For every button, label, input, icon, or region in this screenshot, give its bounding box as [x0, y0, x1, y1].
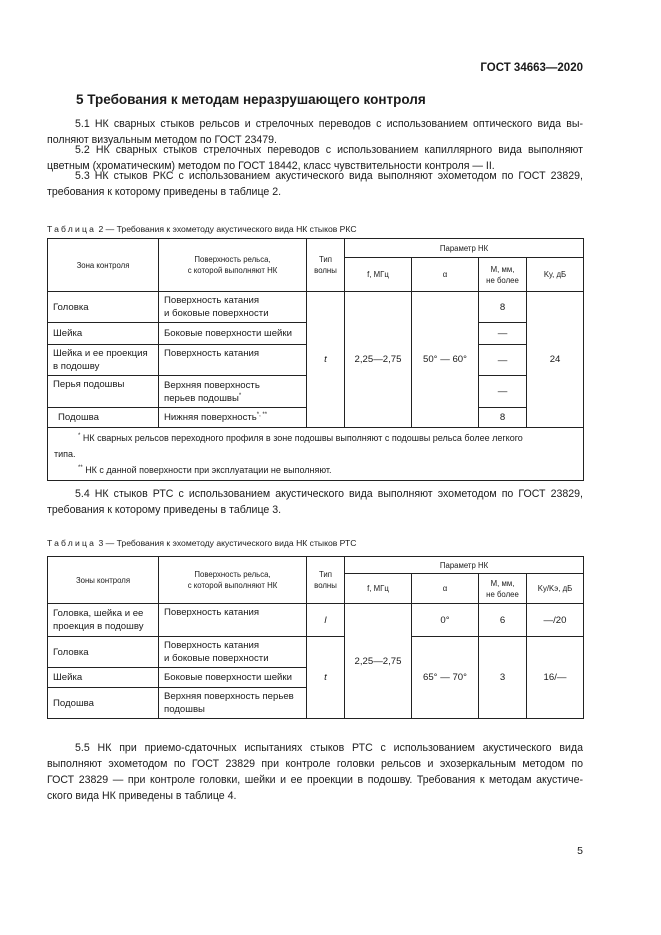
- cell-zone: Головка: [48, 637, 159, 668]
- cell-alpha: 65° — 70°: [412, 637, 479, 719]
- table-row: [48, 637, 584, 668]
- cell-frequency: 2,25—2,75: [345, 292, 412, 428]
- caption-label: Таблица: [47, 538, 97, 548]
- table-3-caption: [47, 538, 356, 548]
- table-2: [47, 238, 584, 481]
- header-surface: Поверхность рельса, с которой выполняют НК: [159, 557, 307, 604]
- header-alpha: α: [412, 258, 479, 292]
- table-footnotes: [48, 428, 584, 481]
- paragraph-line: 5.5 НК при приемо-сдаточных испытаниях стыков РТС с использованием акустического вида: [75, 742, 583, 754]
- cell-surface: Боковые поверхности шейки: [159, 323, 307, 345]
- cell-surface: Верхняя поверхность перьев подошвы*: [159, 376, 307, 408]
- paragraph-line: требования к которому приведены в таблице 2.: [47, 186, 282, 198]
- footnotes-cell: * НК сварных рельсов переходного профиля в зоне подошвы выполняют с подошвы рельса более легкого типа. ** НК с данной поверхности при эксплуатации не выполняют.: [48, 428, 584, 481]
- document-code: ГОСТ 34663—2020: [480, 62, 583, 74]
- caption-label: Таблица: [47, 224, 97, 234]
- cell-m: —: [479, 345, 527, 376]
- cell-m: 6: [479, 604, 527, 637]
- header-frequency: f, МГц: [345, 258, 412, 292]
- header-frequency: f, МГц: [345, 574, 412, 604]
- caption-text: 3 — Требования к эхометоду акустического вида НК стыков РТС: [98, 538, 357, 548]
- header-surface: Поверхность рельса, с которой выполняют НК: [159, 239, 307, 292]
- cell-wave-type: l: [307, 604, 345, 637]
- cell-surface: Верхняя поверхность перьев подошвы: [159, 688, 307, 719]
- paragraph-line: требования к которому приведены в таблице 3.: [47, 504, 282, 516]
- cell-m: 8: [479, 292, 527, 323]
- cell-m: —: [479, 323, 527, 345]
- paragraph-line: 5.1 НК сварных стыков рельсов и стрелочных переводов с использованием оптического вида вы-: [75, 118, 583, 130]
- cell-zone: Головка, шейка и ее проекция в подошву: [48, 604, 159, 637]
- cell-zone: Подошва: [48, 688, 159, 719]
- header-zone: Зоны контроля: [48, 557, 159, 604]
- cell-alpha: 0°: [412, 604, 479, 637]
- header-wave-type: Тип волны: [307, 239, 345, 292]
- paragraph-5-4: [47, 486, 583, 518]
- cell-wave-type: t: [307, 292, 345, 428]
- cell-ku: —/20: [527, 604, 584, 637]
- paragraph-line: 5.2 НК сварных стыков стрелочных переводов с использованием капиллярного вида выполняют: [75, 144, 583, 156]
- header-alpha: α: [412, 574, 479, 604]
- cell-zone: Шейка: [48, 668, 159, 688]
- cell-surface: Поверхность катания и боковые поверхности: [159, 292, 307, 323]
- cell-ku: 24: [527, 292, 584, 428]
- cell-wave-type: t: [307, 637, 345, 719]
- header-ku: Kу, дБ: [527, 258, 584, 292]
- cell-surface: Боковые поверхности шейки: [159, 668, 307, 688]
- table-row: [48, 604, 584, 637]
- paragraph-line: 5.4 НК стыков РТС с использованием акустического вида выполняют эхометодом по ГОСТ 23829,: [75, 488, 583, 500]
- cell-surface: Нижняя поверхность*, **: [159, 408, 307, 428]
- paragraph-line: выполняют эхометодом по ГОСТ 23829 при контроле головки рельсов и эхозеркальным методом по: [47, 758, 583, 770]
- cell-m: 3: [479, 637, 527, 719]
- cell-zone: Шейка и ее проекция в подошву: [48, 345, 159, 376]
- cell-surface: Поверхность катания и боковые поверхности: [159, 637, 307, 668]
- paragraph-line: ГОСТ 23829 — при контроле головки, шейки и ее проекции в подошву. Требования к методам акустиче-: [47, 774, 583, 786]
- header-wave-type: Тип волны: [307, 557, 345, 604]
- cell-zone: Перья подошвы: [48, 376, 159, 408]
- paragraph-line: полняют визуальным методом по ГОСТ 23479.: [47, 134, 277, 146]
- page-number: 5: [577, 845, 583, 857]
- header-zone: Зона контроля: [48, 239, 159, 292]
- header-ku: Kу/Kэ, дБ: [527, 574, 584, 604]
- table-3: [47, 556, 584, 719]
- header-params: Параметр НК: [345, 239, 584, 258]
- cell-ku: 16/—: [527, 637, 584, 719]
- cell-m: 8: [479, 408, 527, 428]
- cell-frequency: 2,25—2,75: [345, 604, 412, 719]
- paragraph-line: цветным (хроматическим) методом по ГОСТ 18442, класс чувствительности контроля — II.: [47, 160, 495, 172]
- caption-text: 2 — Требования к эхометоду акустического вида НК стыков РКС: [98, 224, 357, 234]
- table-row: [48, 292, 584, 323]
- paragraph-5-5: [47, 740, 583, 804]
- header-m: M, мм, не более: [479, 574, 527, 604]
- cell-m: —: [479, 376, 527, 408]
- header-m: M, мм, не более: [479, 258, 527, 292]
- paragraph-line: 5.3 НК стыков РКС с использованием акустического вида выполняют эхометодом по ГОСТ 23829,: [75, 170, 583, 182]
- cell-zone: Подошва: [48, 408, 159, 428]
- cell-surface: Поверхность катания: [159, 345, 307, 376]
- table-2-caption: [47, 224, 357, 234]
- cell-alpha: 50° — 60°: [412, 292, 479, 428]
- header-params: Параметр НК: [345, 557, 584, 574]
- cell-zone: Головка: [48, 292, 159, 323]
- paragraph-5-3: [47, 168, 583, 200]
- section-title: 5 Требования к методам неразрушающего контроля: [76, 92, 426, 107]
- cell-surface: Поверхность катания: [159, 604, 307, 637]
- cell-zone: Шейка: [48, 323, 159, 345]
- paragraph-line: ского вида НК приведены в таблице 4.: [47, 790, 237, 802]
